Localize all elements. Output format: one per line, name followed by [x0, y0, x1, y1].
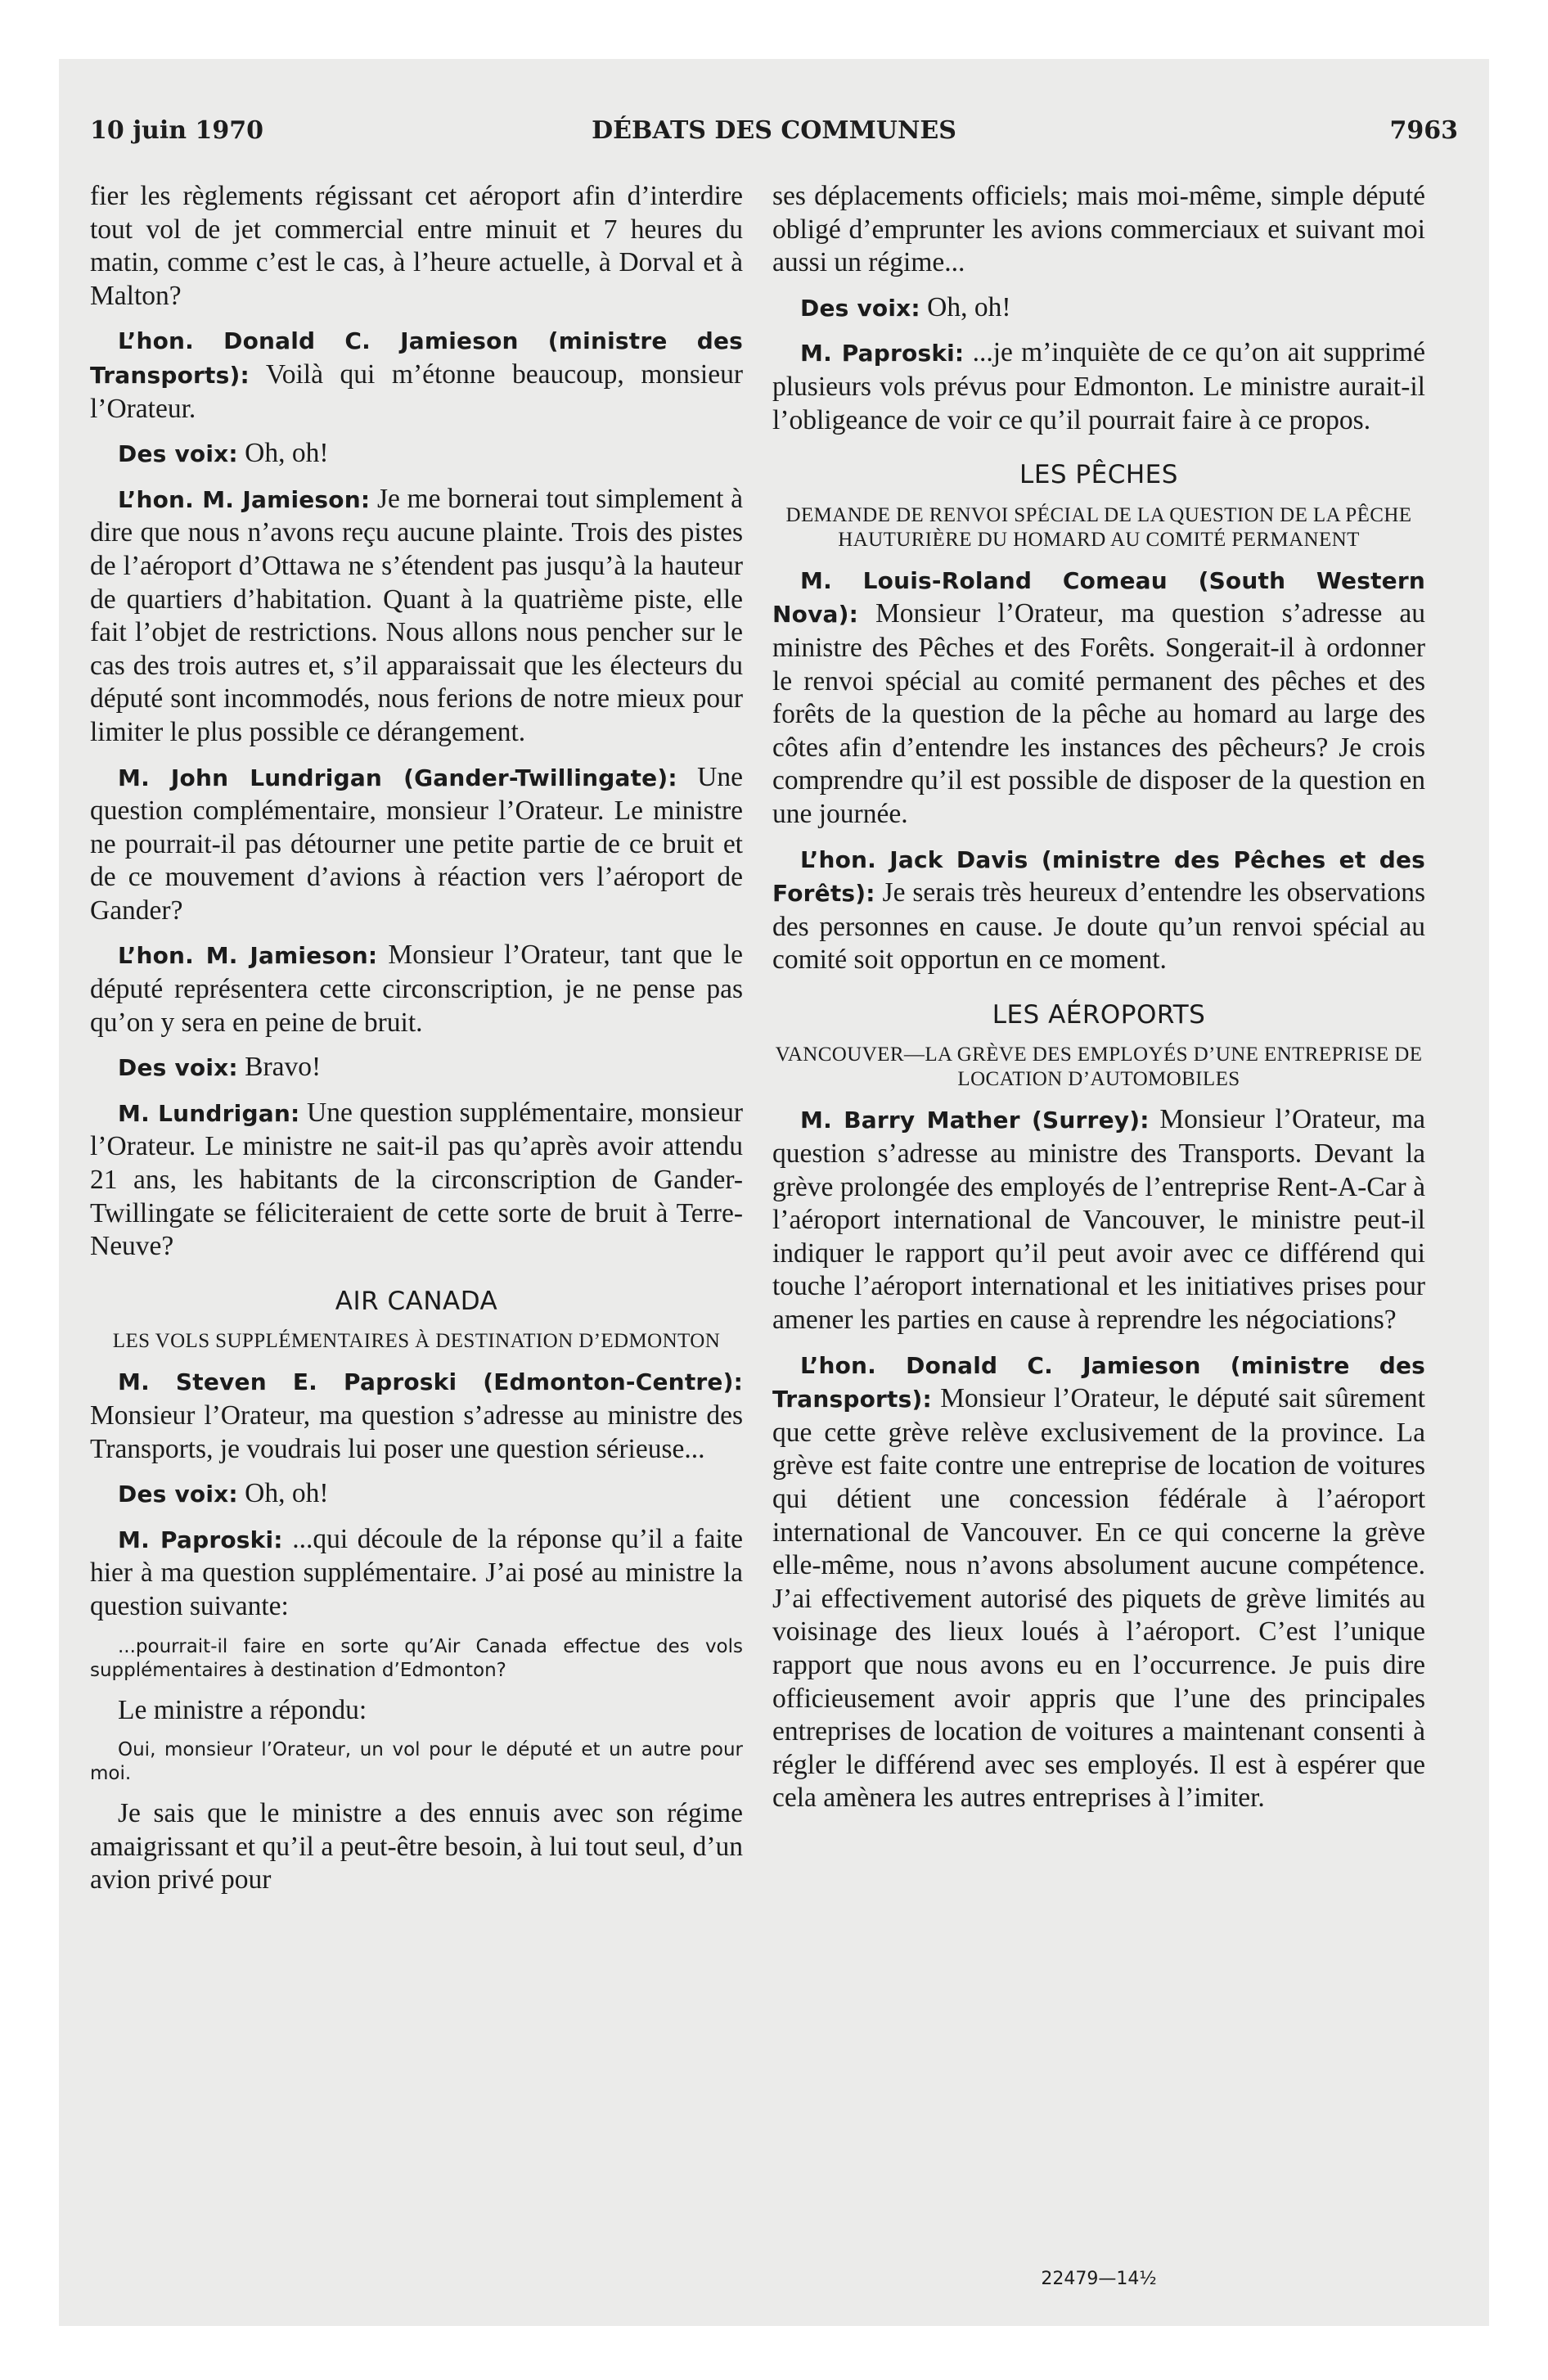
subsection-heading: DEMANDE DE RENVOI SPÉCIAL DE LA QUESTION DE LA PÊCHE HAUTURIÈRE DU HOMARD AU COMITÉ PERMANENT — [785, 503, 1412, 551]
right-column — [772, 180, 1425, 2275]
page-scan — [59, 59, 1489, 2326]
paragraph: Je sais que le ministre a des ennuis avec son régime amaigrissant et qu’il a peut-être besoin, à lui tout seul, d’un avion privé pour — [90, 1798, 743, 1895]
paragraph: Des voix: Oh, oh! — [118, 438, 329, 469]
paragraph: L’hon. M. Jamieson: Monsieur l’Orateur, tant que le député représentera cette circonscription, je ne pense pas qu’on y sera en peine de bruit. — [90, 940, 743, 1038]
paragraph: Des voix: Oh, oh! — [800, 291, 1011, 322]
speaker: L’hon. Jack Davis (ministre des Pêches et des Forêts): — [772, 845, 1425, 908]
speaker: L’hon. Donald C. Jamieson (ministre des Transports): — [90, 327, 743, 389]
section-heading: AIR CANADA — [335, 1286, 498, 1316]
paragraph: Des voix: Oh, oh! — [118, 1478, 329, 1509]
speaker: M. Louis-Roland Comeau (South Western Nova): — [772, 566, 1425, 629]
paragraph: L’hon. Jack Davis (ministre des Pêches et des Forêts): Je serais très heureux d’entendre les observations des personnes en cause. Je doute qu’un renvoi spécial au comité soit opportun en ce moment. — [772, 845, 1425, 976]
speaker: Des voix: — [118, 1481, 238, 1508]
paragraph: M. Paproski: ...qui découle de la réponse qu’il a faite hier à ma question supplémentaire. J’ai posé au ministre la question suivante: — [90, 1523, 743, 1621]
header-title: DÉBATS DES COMMUNES — [592, 116, 956, 145]
section-heading: LES AÉROPORTS — [992, 999, 1206, 1030]
speaker: Des voix: — [800, 294, 920, 322]
paragraph: Le ministre a répondu: — [118, 1694, 367, 1725]
paragraph: M. Steven E. Paproski (Edmonton-Centre): Monsieur l’Orateur, ma question s’adresse au ministre des Transports, je voudrais lui poser une question sérieuse... — [90, 1368, 743, 1464]
running-header — [90, 116, 1458, 152]
speaker: M. Paproski: — [118, 1526, 283, 1553]
paragraph: L’hon. Donald C. Jamieson (ministre des Transports): Monsieur l’Orateur, le député sait sûrement que cette grève relève exclusivement de la province. La grève est faite contre une entreprise de location de voitures qui détient une concession fédérale à l’aéroport international de Vancouver. En ce qui concerne la grève elle-même, nous n’avons absolument aucune compétence. J’ai effectivement autorisé des piquets de grève limités au voisinage des lieux loués à l’aéroport. C’est l’unique rapport que nous avons eu en l’occurrence. Je puis dire officieusement avoir appris que l’une des principales entreprises de location de voitures a maintenant consenti à régler le différend avec ses employés. Il est à espérer que cela amènera les autres entreprises à l’imiter. — [772, 1351, 1425, 1814]
paragraph: M. Lundrigan: Une question supplémentaire, monsieur l’Orateur. Le ministre ne sait-il pas qu’après avoir attendu 21 ans, les habitants de la circonscription de Gander-Twillingate se féliciteraient de cette sorte de bruit à Terre-Neuve? — [90, 1097, 743, 1262]
paragraph: Des voix: Bravo! — [118, 1052, 322, 1083]
paragraph: L’hon. Donald C. Jamieson (ministre des Transports): Voilà qui m’étonne beaucoup, monsieur l’Orateur. — [90, 327, 743, 424]
speaker: M. John Lundrigan (Gander-Twillingate): — [118, 764, 677, 791]
speaker: L’hon. M. Jamieson: — [118, 485, 371, 513]
paragraph: M. Barry Mather (Surrey): Monsieur l’Orateur, ma question s’adresse au ministre des Transports. Devant la grève prolongée des employés de l’entreprise Rent-A-Car à l’aéroport international de Vancouver, le ministre peut-il indiquer le rapport qu’il peut avoir avec ce différend qui touche l’aéroport international et les initiatives prises pour amener les parties en cause à reprendre les négociations? — [772, 1104, 1425, 1336]
paragraph: M. Paproski: ...je m’inquiète de ce qu’on ait supprimé plusieurs vols prévus pour Edmonton. Le ministre aurait-il l’obligeance de voir ce qu’il pourrait faire à ce propos. — [772, 337, 1425, 435]
speaker: L’hon. Donald C. Jamieson (ministre des Transports): — [772, 1351, 1425, 1413]
header-date: 10 juin 1970 — [90, 116, 264, 145]
subsection-heading: LES VOLS SUPPLÉMENTAIRES À DESTINATION D’EDMONTON — [112, 1330, 721, 1353]
paragraph: M. Louis-Roland Comeau (South Western Nova): Monsieur l’Orateur, ma question s’adresse au ministre des Pêches et des Forêts. Songerait-il à ordonner le renvoi spécial au comité permanent des pêches et des forêts de la question de la pêche au homard au large des côtes afin d’entendre les instances des pêcheurs? Je crois comprendre qu’il est possible de disposer de la question en une journée. — [772, 566, 1425, 829]
left-column — [90, 180, 743, 2275]
paragraph: ses déplacements officiels; mais moi-même, simple député obligé d’emprunter les avions commerciaux et suivant moi aussi un régime... — [772, 181, 1425, 278]
speaker: Des voix: — [118, 1054, 238, 1082]
section-heading: LES PÊCHES — [1019, 460, 1178, 490]
speaker: M. Lundrigan: — [118, 1099, 300, 1127]
paragraph: L’hon. M. Jamieson: Je me bornerai tout simplement à dire que nous n’avons reçu aucune plainte. Trois des pistes de l’aéroport d’Ottawa ne s’étendent pas jusqu’à la hauteur de quartiers d’habitation. Quant à la quatrième piste, elle fait l’objet de restrictions. Nous allons nous pencher sur le cas des trois autres et, s’il apparaissait que les électeurs du député sont incommodés, nous ferions de notre mieux pour limiter le plus possible ce dérangement. — [90, 483, 743, 747]
speaker: M. Steven E. Paproski (Edmonton-Centre): — [118, 1368, 743, 1396]
speaker: L’hon. M. Jamieson: — [118, 942, 378, 970]
speaker: M. Barry Mather (Surrey): — [800, 1107, 1150, 1134]
header-page-number: 7963 — [1389, 116, 1458, 145]
subsection-heading: VANCOUVER—LA GRÈVE DES EMPLOYÉS D’UNE ENTREPRISE DE LOCATION D’AUTOMOBILES — [775, 1044, 1423, 1091]
quoted-answer: Oui, monsieur l’Orateur, un vol pour le député et un autre pour moi. — [90, 1739, 743, 1785]
quoted-question: ...pourrait-il faire en sorte qu’Air Canada effectue des vols supplémentaires à destination d’Edmonton? — [90, 1635, 743, 1681]
speaker: Des voix: — [118, 440, 238, 468]
footer-print-code: 22479—14½ — [1041, 2269, 1157, 2289]
speaker: M. Paproski: — [800, 340, 965, 367]
paragraph: M. John Lundrigan (Gander-Twillingate): Une question complémentaire, monsieur l’Orateur. Le ministre ne pourrait-il pas détourner une petite partie de ce bruit et de ce mouvement d’avions à réaction vers l’aéroport de Gander? — [90, 761, 743, 926]
paragraph: fier les règlements régissant cet aéroport afin d’interdire tout vol de jet commercial entre minuit et 7 heures du matin, comme c’est le cas, à l’heure actuelle, à Dorval et à Malton? — [90, 181, 743, 311]
